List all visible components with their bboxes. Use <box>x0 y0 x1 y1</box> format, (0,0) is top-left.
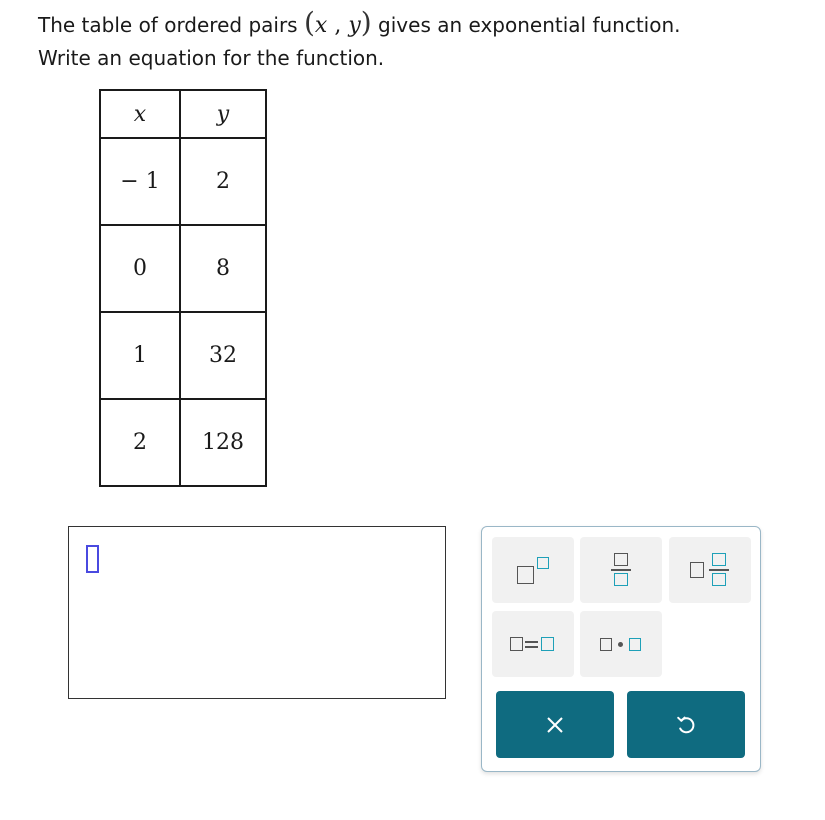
mixed-number-button[interactable] <box>669 537 751 603</box>
prompt-line-1 <box>38 6 818 42</box>
exponent-button[interactable] <box>492 537 574 603</box>
prompt-text: gives an exponential function. <box>371 13 681 37</box>
comma: , <box>327 13 349 38</box>
open-paren: ( <box>303 6 315 39</box>
multiply-button[interactable] <box>580 611 662 677</box>
mixed-number-icon <box>690 552 730 588</box>
equals-icon <box>508 634 558 654</box>
fraction-icon <box>611 552 631 588</box>
undo-icon <box>675 714 697 736</box>
cell-x: − 1 <box>100 138 180 225</box>
cell-y: 32 <box>180 312 266 399</box>
clear-button[interactable] <box>496 691 614 758</box>
exponent-icon <box>515 555 551 585</box>
ordered-pairs-table <box>99 89 267 487</box>
input-cursor <box>86 545 99 573</box>
table-header-row <box>100 90 266 138</box>
equation-button[interactable] <box>492 611 574 677</box>
cell-y: 8 <box>180 225 266 312</box>
undo-button[interactable] <box>627 691 745 758</box>
math-palette <box>481 526 761 772</box>
column-header-y: y <box>180 90 266 138</box>
table-row <box>100 225 266 312</box>
cell-y: 128 <box>180 399 266 486</box>
cell-y: 2 <box>180 138 266 225</box>
column-header-x: x <box>100 90 180 138</box>
prompt-line-2: Write an equation for the function. <box>38 46 385 70</box>
x-variable: x <box>314 13 328 38</box>
table-row <box>100 138 266 225</box>
fraction-button[interactable] <box>580 537 662 603</box>
cell-x: 2 <box>100 399 180 486</box>
question-prompt <box>38 6 818 75</box>
multiply-dot-icon <box>598 634 644 654</box>
close-icon <box>545 715 565 735</box>
table-row <box>100 399 266 486</box>
table-row <box>100 312 266 399</box>
cell-x: 1 <box>100 312 180 399</box>
answer-input[interactable] <box>68 526 446 699</box>
close-paren: ) <box>360 6 372 39</box>
cell-x: 0 <box>100 225 180 312</box>
prompt-text: The table of ordered pairs <box>38 13 304 37</box>
y-variable: y <box>348 13 361 38</box>
